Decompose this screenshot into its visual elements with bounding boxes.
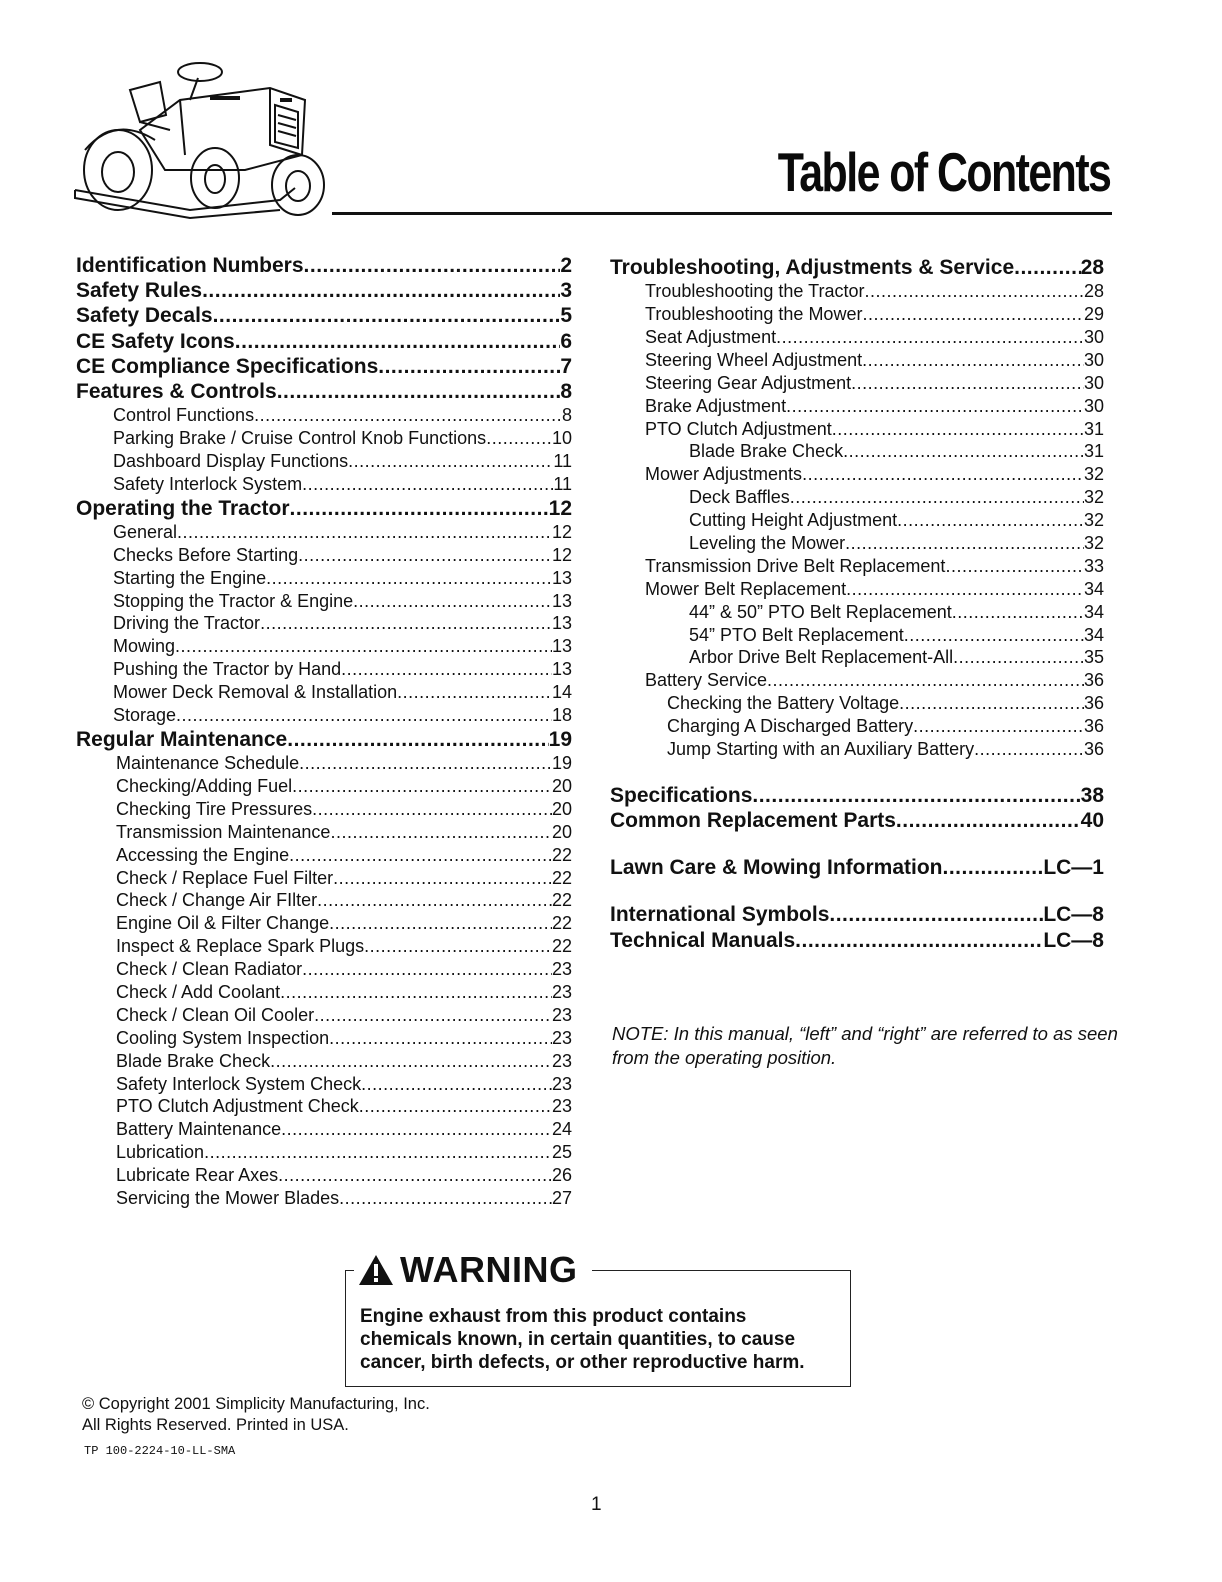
toc-subentry[interactable]: Arbor Drive Belt Replacement-All ..... 35 bbox=[610, 646, 1104, 669]
toc-subentry[interactable]: Checking/Adding Fuel ..... 20 bbox=[76, 775, 572, 798]
warning-text: Engine exhaust from this product contains chemicals known, in certain quantities, to cause cancer, birth defects, or other reproductive harm. bbox=[360, 1306, 805, 1373]
toc-subentry[interactable]: General ..... 12 bbox=[76, 521, 572, 544]
toc-subentry[interactable]: Battery Service ..... 36 bbox=[610, 669, 1104, 692]
toc-subentry[interactable]: Transmission Maintenance ..... 20 bbox=[76, 821, 572, 844]
toc-subentry[interactable]: Troubleshooting the Tractor ..... 28 bbox=[610, 280, 1104, 303]
toc-subentry[interactable]: Starting the Engine ..... 13 bbox=[76, 567, 572, 590]
toc-entry[interactable]: Technical Manuals ..... LC—8 bbox=[610, 928, 1104, 953]
toc-subentry[interactable]: Driving the Tractor ..... 13 bbox=[76, 612, 572, 635]
toc-subentry[interactable]: Storage ..... 18 bbox=[76, 704, 572, 727]
toc-subentry[interactable]: Steering Wheel Adjustment ..... 30 bbox=[610, 349, 1104, 372]
toc-subentry[interactable]: Lubricate Rear Axes ..... 26 bbox=[76, 1164, 572, 1187]
page-title: Table of Contents bbox=[777, 141, 1110, 203]
toc-subentry[interactable]: Inspect & Replace Spark Plugs ..... 22 bbox=[76, 935, 572, 958]
toc-subentry[interactable]: Checking Tire Pressures ..... 20 bbox=[76, 798, 572, 821]
toc-entry[interactable]: Safety Decals ..... 5 bbox=[76, 303, 572, 328]
toc-subentry[interactable]: Transmission Drive Belt Replacement ..... 33 bbox=[610, 555, 1104, 578]
toc-subentry[interactable]: Leveling the Mower ..... 32 bbox=[610, 532, 1104, 555]
rights-line: All Rights Reserved. Printed in USA. bbox=[82, 1416, 349, 1434]
toc-entry[interactable]: Common Replacement Parts ..... 40 bbox=[610, 808, 1104, 833]
orientation-note: NOTE: In this manual, “left” and “right” are referred to as seen from the operating position. bbox=[612, 1023, 1118, 1068]
toc-subentry[interactable]: Control Functions ..... 8 bbox=[76, 404, 572, 427]
toc-entry[interactable]: Lawn Care & Mowing Information ..... LC—1 bbox=[610, 855, 1104, 880]
toc-subentry[interactable]: Mower Belt Replacement ..... 34 bbox=[610, 578, 1104, 601]
toc-subentry[interactable]: Check / Clean Oil Cooler ..... 23 bbox=[76, 1004, 572, 1027]
toc-subentry[interactable]: PTO Clutch Adjustment ..... 31 bbox=[610, 418, 1104, 441]
toc-subentry[interactable]: Charging A Discharged Battery ..... 36 bbox=[610, 715, 1104, 738]
toc-subentry[interactable]: Safety Interlock System Check ..... 23 bbox=[76, 1073, 572, 1096]
toc-subentry[interactable]: Servicing the Mower Blades ..... 27 bbox=[76, 1187, 572, 1210]
toc-subentry[interactable]: Cutting Height Adjustment ..... 32 bbox=[610, 509, 1104, 532]
toc-entry[interactable]: CE Safety Icons ..... 6 bbox=[76, 329, 572, 354]
toc-subentry[interactable]: Check / Replace Fuel Filter ..... 22 bbox=[76, 867, 572, 890]
toc-subentry[interactable]: Deck Baffles ..... 32 bbox=[610, 486, 1104, 509]
toc-subentry[interactable]: Dashboard Display Functions ..... 11 bbox=[76, 450, 572, 473]
toc-subentry[interactable]: Maintenance Schedule ..... 19 bbox=[76, 752, 572, 775]
toc-subentry[interactable]: Battery Maintenance ..... 24 bbox=[76, 1118, 572, 1141]
toc-subentry[interactable]: Checking the Battery Voltage ..... 36 bbox=[610, 692, 1104, 715]
toc-entry[interactable]: Operating the Tractor ..... 12 bbox=[76, 496, 572, 521]
toc-subentry[interactable]: Check / Clean Radiator ..... 23 bbox=[76, 958, 572, 981]
toc-subentry[interactable]: PTO Clutch Adjustment Check ..... 23 bbox=[76, 1095, 572, 1118]
copyright-line: © Copyright 2001 Simplicity Manufacturing, Inc. bbox=[82, 1395, 430, 1413]
toc-entry[interactable]: Safety Rules ..... 3 bbox=[76, 278, 572, 303]
toc-subentry[interactable]: Troubleshooting the Mower ..... 29 bbox=[610, 303, 1104, 326]
toc-subentry[interactable]: Safety Interlock System ..... 11 bbox=[76, 473, 572, 496]
toc-subentry[interactable]: Mower Adjustments ..... 32 bbox=[610, 463, 1104, 486]
toc-subentry[interactable]: Check / Add Coolant ..... 23 bbox=[76, 981, 572, 1004]
tractor-illustration bbox=[70, 60, 335, 220]
toc-subentry[interactable]: Parking Brake / Cruise Control Knob Functions ..... 10 bbox=[76, 427, 572, 450]
toc-subentry[interactable]: Blade Brake Check ..... 31 bbox=[610, 440, 1104, 463]
warning-header bbox=[354, 1250, 592, 1290]
toc-subentry[interactable]: Checks Before Starting ..... 12 bbox=[76, 544, 572, 567]
toc-subentry[interactable]: Stopping the Tractor & Engine ..... 13 bbox=[76, 590, 572, 613]
toc-subentry[interactable]: Accessing the Engine ..... 22 bbox=[76, 844, 572, 867]
toc-entry[interactable]: Features & Controls ..... 8 bbox=[76, 379, 572, 404]
toc-subentry[interactable]: Pushing the Tractor by Hand ..... 13 bbox=[76, 658, 572, 681]
title-rule bbox=[332, 212, 1112, 215]
warning-triangle-icon bbox=[358, 1254, 394, 1286]
toc-subentry[interactable]: 44” & 50” PTO Belt Replacement ..... 34 bbox=[610, 601, 1104, 624]
toc-subentry[interactable]: Check / Change Air FIlter ..... 22 bbox=[76, 889, 572, 912]
toc-left-column bbox=[76, 253, 572, 1210]
page-number: 1 bbox=[591, 1494, 602, 1515]
toc-subentry[interactable]: Mower Deck Removal & Installation ..... 14 bbox=[76, 681, 572, 704]
toc-entry[interactable]: Troubleshooting, Adjustments & Service ..... 28 bbox=[610, 255, 1104, 280]
toc-subentry[interactable]: Jump Starting with an Auxiliary Battery ..... 36 bbox=[610, 738, 1104, 761]
toc-subentry[interactable]: Seat Adjustment ..... 30 bbox=[610, 326, 1104, 349]
toc-subentry[interactable]: Engine Oil & Filter Change ..... 22 bbox=[76, 912, 572, 935]
toc-right-column bbox=[610, 255, 1104, 953]
part-number: TP 100-2224-10-LL-SMA bbox=[84, 1444, 236, 1458]
toc-entry[interactable]: Regular Maintenance ..... 19 bbox=[76, 727, 572, 752]
toc-subentry[interactable]: 54” PTO Belt Replacement ..... 34 bbox=[610, 624, 1104, 647]
toc-subentry[interactable]: Brake Adjustment ..... 30 bbox=[610, 395, 1104, 418]
toc-subentry[interactable]: Lubrication ..... 25 bbox=[76, 1141, 572, 1164]
toc-entry[interactable]: CE Compliance Specifications ..... 7 bbox=[76, 354, 572, 379]
toc-entry[interactable]: International Symbols ..... LC—8 bbox=[610, 902, 1104, 927]
toc-entry[interactable]: Specifications ..... 38 bbox=[610, 783, 1104, 808]
toc-subentry[interactable]: Steering Gear Adjustment ..... 30 bbox=[610, 372, 1104, 395]
warning-title: WARNING bbox=[400, 1249, 578, 1290]
toc-subentry[interactable]: Cooling System Inspection ..... 23 bbox=[76, 1027, 572, 1050]
copyright bbox=[82, 1394, 430, 1436]
toc-subentry[interactable]: Blade Brake Check ..... 23 bbox=[76, 1050, 572, 1073]
toc-subentry[interactable]: Mowing ..... 13 bbox=[76, 635, 572, 658]
toc-entry[interactable]: Identification Numbers ..... 2 bbox=[76, 253, 572, 278]
